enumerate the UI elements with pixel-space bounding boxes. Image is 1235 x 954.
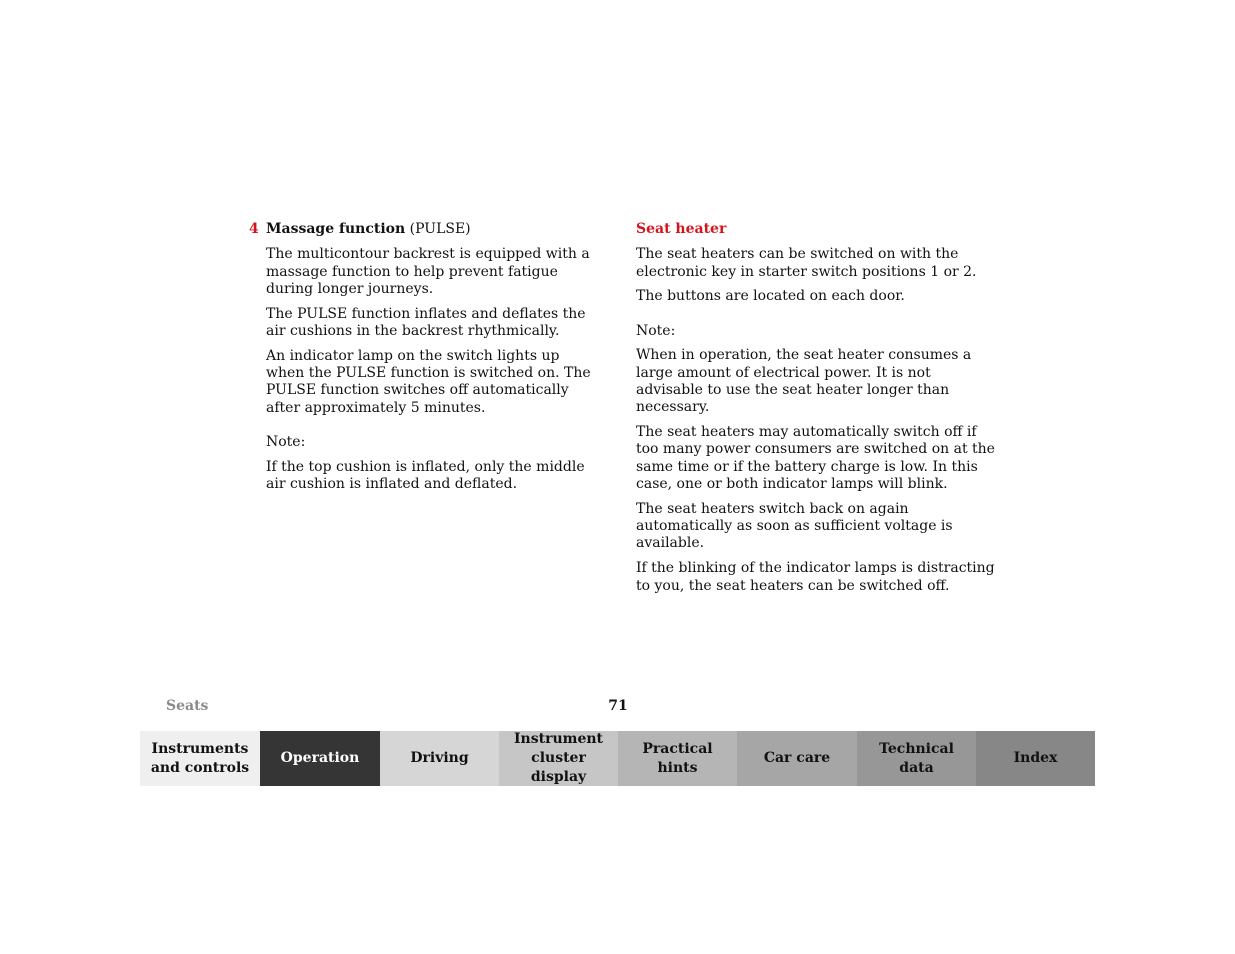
left-column xyxy=(249,221,601,501)
paragraph: The buttons are located on each door. xyxy=(636,288,905,305)
item-title: Massage function xyxy=(266,221,406,237)
note-text: If the top cushion is inflated, only the middle air cushion is inflated and deflated. xyxy=(266,458,585,493)
item-title-line xyxy=(266,221,471,238)
section-heading: Seat heater xyxy=(636,221,727,237)
chapter-nav-bar xyxy=(140,731,1095,786)
item-body xyxy=(266,246,601,493)
nav-tab-car-care[interactable]: Car care xyxy=(737,731,857,786)
right-column xyxy=(636,221,998,602)
paragraph: An indicator lamp on the switch lights up when the PULSE function is switched on. The PULSE function switches off automatically after approximately 5 minutes. xyxy=(266,347,591,416)
nav-tab-operation[interactable]: Operation xyxy=(260,731,380,786)
footer-section-name: Seats xyxy=(166,698,209,714)
note-paragraph: If the blinking of the indicator lamps is distracting to you, the seat heaters can be switched off. xyxy=(636,560,995,594)
item-number: 4 xyxy=(249,221,259,237)
note-paragraph: The seat heaters switch back on again automatically as soon as sufficient voltage is available. xyxy=(636,500,953,552)
nav-tab-instruments-and-controls[interactable]: Instruments and controls xyxy=(140,731,260,786)
nav-tab-instrument-cluster-display[interactable]: Instrument cluster display xyxy=(499,731,618,786)
note-paragraph: The seat heaters may automatically switch off if too many power consumers are switched on at the same time or if the battery charge is low. In this case, one or both indicator lamps will blink. xyxy=(636,424,995,493)
nav-tab-technical-data[interactable]: Technical data xyxy=(857,731,976,786)
item-heading xyxy=(249,221,601,238)
note-paragraph: When in operation, the seat heater consumes a large amount of electrical power. It is not advisable to use the seat heater longer than necessary. xyxy=(636,347,972,416)
item-title-suffix: (PULSE) xyxy=(405,221,471,237)
note-label: Note: xyxy=(266,433,306,450)
paragraph: The seat heaters can be switched on with the electronic key in starter switch positions 1 or 2. xyxy=(636,246,977,280)
note-label: Note: xyxy=(636,322,676,339)
nav-tab-index[interactable]: Index xyxy=(976,731,1095,786)
paragraph: The PULSE function inflates and deflates the air cushions in the backrest rhythmically. xyxy=(266,305,586,339)
nav-tab-driving[interactable]: Driving xyxy=(380,731,499,786)
nav-tab-practical-hints[interactable]: Practical hints xyxy=(618,731,737,786)
paragraph: The multicontour backrest is equipped with a massage function to help prevent fatigue during longer journeys. xyxy=(266,246,590,297)
page-number: 71 xyxy=(608,698,628,714)
